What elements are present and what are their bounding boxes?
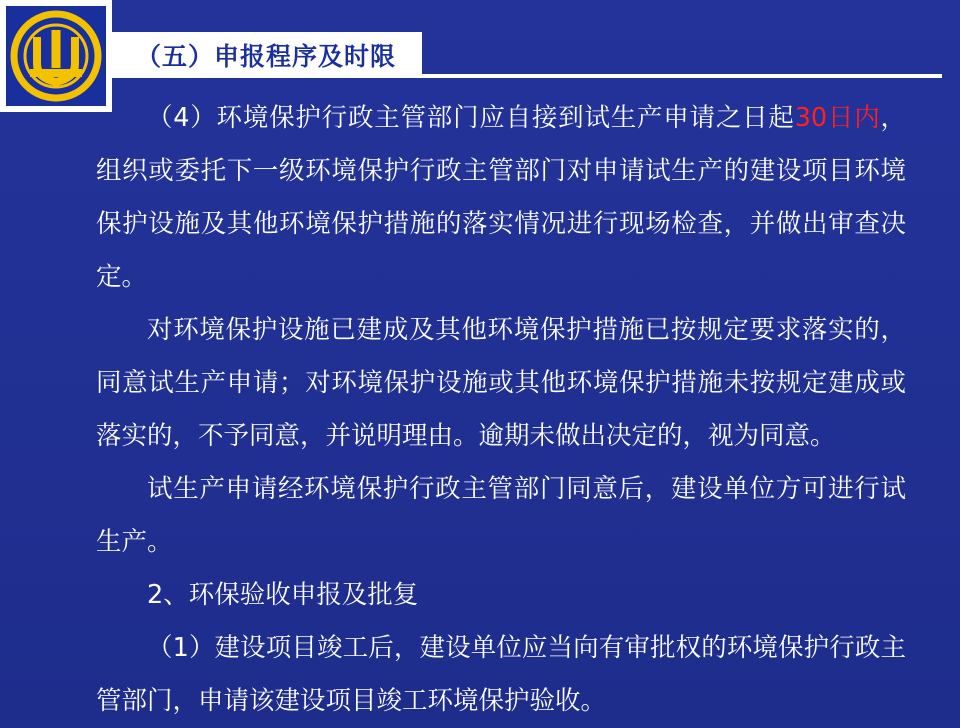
paragraph-1-highlight: 30日内 xyxy=(794,103,881,133)
slide-body xyxy=(96,92,906,728)
paragraph-1-segment-3: ，组织或委托下一级环境保护行政主管部门对申请试生产的建设项目环境保护设施及其他环境保护措施的落实情况进行现场检查，并做出审查决定。 xyxy=(96,103,906,292)
title-underline xyxy=(422,74,942,78)
paragraph-2: 对环境保护设施已建成及其他环境保护措施已按规定要求落实的，同意试生产申请；对环境保护设施或其他环境保护措施未按规定建成或落实的，不予同意，并说明理由。逾期未做出决定的，视为同意。 xyxy=(96,315,906,451)
paragraph-1-segment-1: （4）环境保护行政主管部门应自接到试生产申请之日起 xyxy=(147,103,795,133)
paragraph-5: （1）建设项目竣工后，建设单位应当向有审批权的环境保护行政主管部门，申请该建设项目竣工环境保护验收。 xyxy=(96,633,906,716)
china-railway-emblem-icon xyxy=(6,6,106,106)
slide-title-plate xyxy=(112,32,422,78)
page-title: （五）申报程序及时限 xyxy=(136,42,397,71)
paragraph-1 xyxy=(96,92,906,304)
slide-title-bar xyxy=(112,32,942,78)
paragraph-4: 2、环保验收申报及批复 xyxy=(147,580,419,610)
paragraph-3: 试生产申请经环境保护行政主管部门同意后，建设单位方可进行试生产。 xyxy=(96,474,906,557)
